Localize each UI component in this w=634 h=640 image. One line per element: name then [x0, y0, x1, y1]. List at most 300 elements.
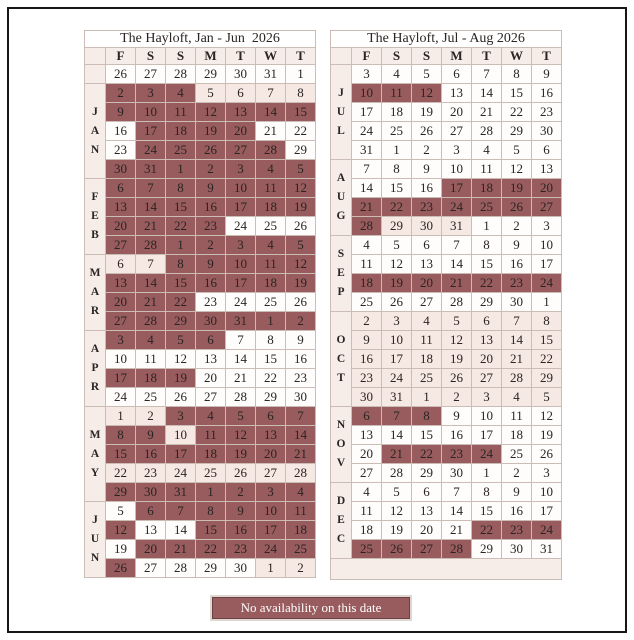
- date-cell-unavailable: 3: [106, 331, 136, 350]
- month-label: O C T: [331, 312, 352, 407]
- date-cell-available: 15: [502, 84, 532, 103]
- date-cell-available: 25: [196, 464, 226, 483]
- date-cell-unavailable: 13: [226, 103, 256, 122]
- date-cell-unavailable: 17: [106, 369, 136, 388]
- date-cell-available: 13: [442, 84, 472, 103]
- date-cell-available: 26: [226, 464, 256, 483]
- date-cell-available: 14: [472, 84, 502, 103]
- date-cell-available: 22: [256, 369, 286, 388]
- legend-no-availability: No availability on this date: [212, 597, 410, 619]
- date-cell-unavailable: 3: [256, 483, 286, 502]
- date-cell-unavailable: 12: [412, 84, 442, 103]
- date-cell-unavailable: 18: [472, 179, 502, 198]
- month-label: J A N: [85, 84, 106, 179]
- date-cell-unavailable: 6: [196, 331, 226, 350]
- date-cell-unavailable: 17: [226, 198, 256, 217]
- date-cell-unavailable: 27: [106, 312, 136, 331]
- date-cell-unavailable: 24: [256, 540, 286, 559]
- date-cell-available: 11: [136, 350, 166, 369]
- day-header: F: [106, 48, 136, 65]
- date-cell-available: 13: [196, 350, 226, 369]
- date-cell-unavailable: 30: [196, 312, 226, 331]
- date-cell-unavailable: 5: [226, 407, 256, 426]
- date-cell-available: 12: [502, 160, 532, 179]
- date-cell-available: 13: [352, 426, 382, 445]
- date-cell-available: 14: [166, 521, 196, 540]
- date-cell-available: 28: [166, 559, 196, 578]
- day-header: T: [286, 48, 316, 65]
- date-cell-available: 16: [502, 255, 532, 274]
- day-header: T: [532, 48, 562, 65]
- date-cell-available: 11: [472, 160, 502, 179]
- corner-cell: [331, 48, 352, 65]
- date-cell-available: 28: [442, 293, 472, 312]
- date-cell-unavailable: 10: [136, 103, 166, 122]
- date-cell-unavailable: 11: [256, 179, 286, 198]
- date-cell-available: 18: [412, 350, 442, 369]
- date-cell-available: 29: [382, 217, 412, 236]
- date-cell-available: 10: [532, 483, 562, 502]
- date-cell-available: 25: [412, 369, 442, 388]
- date-cell-unavailable: 1: [166, 236, 196, 255]
- date-cell-available: 26: [106, 65, 136, 84]
- date-cell-unavailable: 19: [166, 369, 196, 388]
- date-cell-available: 22: [502, 103, 532, 122]
- date-cell-available: 16: [532, 84, 562, 103]
- date-cell-available: 24: [106, 388, 136, 407]
- date-cell-available: 7: [226, 331, 256, 350]
- date-cell-unavailable: 7: [382, 407, 412, 426]
- date-cell-available: 15: [382, 179, 412, 198]
- date-cell-unavailable: 22: [166, 217, 196, 236]
- date-cell-available: 25: [352, 293, 382, 312]
- date-cell-available: 8: [256, 331, 286, 350]
- month-label: A U G: [331, 160, 352, 236]
- date-cell-available: 28: [502, 369, 532, 388]
- date-cell-available: 15: [256, 350, 286, 369]
- date-cell-unavailable: 5: [286, 160, 316, 179]
- date-cell-available: 11: [502, 407, 532, 426]
- date-cell-available: 23: [532, 103, 562, 122]
- date-cell-available: 4: [472, 141, 502, 160]
- date-cell-available: 22: [532, 350, 562, 369]
- date-cell-available: 5: [382, 236, 412, 255]
- date-cell-unavailable: 19: [226, 445, 256, 464]
- date-cell-unavailable: 20: [106, 293, 136, 312]
- date-cell-unavailable: 8: [166, 255, 196, 274]
- month-label: J U L: [331, 65, 352, 160]
- date-cell-unavailable: 2: [226, 483, 256, 502]
- date-cell-available: 2: [136, 407, 166, 426]
- date-cell-available: 22: [106, 464, 136, 483]
- date-cell-available: 9: [286, 331, 316, 350]
- date-cell-available: 3: [532, 217, 562, 236]
- date-cell-available: 13: [472, 331, 502, 350]
- date-cell-available: 5: [196, 84, 226, 103]
- date-cell-available: 17: [472, 426, 502, 445]
- date-cell-unavailable: 30: [106, 160, 136, 179]
- date-cell-available: 19: [532, 426, 562, 445]
- date-cell-unavailable: 20: [136, 540, 166, 559]
- date-cell-available: 24: [352, 122, 382, 141]
- date-cell-available: 22: [286, 122, 316, 141]
- date-cell-available: 21: [472, 103, 502, 122]
- date-cell-unavailable: 18: [286, 521, 316, 540]
- date-cell-unavailable: 2: [196, 160, 226, 179]
- date-cell-unavailable: 14: [256, 103, 286, 122]
- date-cell-available: 5: [442, 312, 472, 331]
- date-cell-unavailable: 24: [136, 141, 166, 160]
- date-cell-available: 19: [382, 521, 412, 540]
- date-cell-unavailable: 21: [352, 198, 382, 217]
- date-cell-available: 1: [106, 407, 136, 426]
- date-cell-unavailable: 15: [166, 198, 196, 217]
- date-cell-available: 29: [502, 122, 532, 141]
- date-cell-unavailable: 21: [136, 293, 166, 312]
- date-cell-available: 28: [382, 464, 412, 483]
- date-cell-available: 2: [286, 559, 316, 578]
- day-header: W: [502, 48, 532, 65]
- date-cell-available: 25: [256, 217, 286, 236]
- date-cell-unavailable: 20: [256, 445, 286, 464]
- date-cell-available: 10: [166, 426, 196, 445]
- date-cell-available: 7: [136, 255, 166, 274]
- date-cell-unavailable: 8: [166, 179, 196, 198]
- date-cell-available: 28: [286, 464, 316, 483]
- date-cell-available: 2: [442, 388, 472, 407]
- date-cell-available: 18: [352, 521, 382, 540]
- date-cell-available: 25: [382, 122, 412, 141]
- date-cell-available: 30: [352, 388, 382, 407]
- date-cell-available: 7: [352, 160, 382, 179]
- day-header: M: [442, 48, 472, 65]
- date-cell-available: 10: [472, 407, 502, 426]
- date-cell-unavailable: 8: [196, 502, 226, 521]
- date-cell-available: 6: [412, 236, 442, 255]
- date-cell-available: 24: [382, 369, 412, 388]
- date-cell-available: 8: [502, 65, 532, 84]
- date-cell-available: 18: [382, 103, 412, 122]
- date-cell-available: 5: [412, 65, 442, 84]
- date-cell-available: 4: [412, 312, 442, 331]
- day-header: M: [196, 48, 226, 65]
- date-cell-unavailable: 19: [196, 122, 226, 141]
- date-cell-available: 30: [226, 559, 256, 578]
- date-cell-available: 8: [532, 312, 562, 331]
- date-cell-unavailable: 25: [472, 198, 502, 217]
- date-cell-available: 27: [196, 388, 226, 407]
- day-header: F: [352, 48, 382, 65]
- date-cell-available: 16: [352, 350, 382, 369]
- date-cell-available: 19: [442, 350, 472, 369]
- date-cell-available: 30: [412, 217, 442, 236]
- date-cell-available: 14: [226, 350, 256, 369]
- footer-strip: [331, 559, 562, 580]
- date-cell-available: 9: [502, 236, 532, 255]
- date-cell-available: 7: [442, 236, 472, 255]
- date-cell-unavailable: 22: [472, 521, 502, 540]
- date-cell-available: 30: [442, 464, 472, 483]
- date-cell-unavailable: 28: [256, 141, 286, 160]
- date-cell-unavailable: 29: [106, 483, 136, 502]
- date-cell-available: 20: [472, 350, 502, 369]
- date-cell-unavailable: 22: [412, 445, 442, 464]
- date-cell-unavailable: 21: [166, 540, 196, 559]
- date-cell-available: 3: [532, 464, 562, 483]
- date-cell-unavailable: 31: [136, 160, 166, 179]
- date-cell-available: 9: [412, 160, 442, 179]
- date-cell-unavailable: 3: [226, 236, 256, 255]
- date-cell-available: 1: [382, 141, 412, 160]
- date-cell-available: 12: [382, 255, 412, 274]
- date-cell-available: 2: [502, 217, 532, 236]
- date-cell-unavailable: 9: [196, 179, 226, 198]
- date-cell-available: 23: [106, 141, 136, 160]
- date-cell-available: 27: [136, 65, 166, 84]
- date-cell-unavailable: 4: [256, 236, 286, 255]
- date-cell-unavailable: 13: [256, 426, 286, 445]
- date-cell-available: 12: [382, 502, 412, 521]
- availability-table: [84, 30, 316, 578]
- date-cell-unavailable: 21: [136, 217, 166, 236]
- day-header: W: [256, 48, 286, 65]
- date-cell-available: 5: [106, 502, 136, 521]
- month-label: M A R: [85, 255, 106, 331]
- date-cell-available: 15: [472, 255, 502, 274]
- date-cell-available: 4: [382, 65, 412, 84]
- date-cell-available: 8: [286, 84, 316, 103]
- date-cell-available: 26: [286, 217, 316, 236]
- date-cell-unavailable: 20: [106, 217, 136, 236]
- date-cell-available: 29: [472, 540, 502, 559]
- date-cell-available: 13: [412, 255, 442, 274]
- date-cell-unavailable: 6: [256, 407, 286, 426]
- date-cell-unavailable: 18: [166, 122, 196, 141]
- date-cell-unavailable: 26: [196, 141, 226, 160]
- date-cell-available: 13: [136, 521, 166, 540]
- date-cell-available: 10: [106, 350, 136, 369]
- month-label: F E B: [85, 179, 106, 255]
- date-cell-unavailable: 19: [382, 274, 412, 293]
- date-cell-unavailable: 12: [286, 179, 316, 198]
- date-cell-available: 21: [502, 350, 532, 369]
- label-spacer: [85, 65, 106, 84]
- calendar-jul-dec: [330, 30, 562, 580]
- date-cell-available: 17: [532, 255, 562, 274]
- date-cell-unavailable: 16: [226, 521, 256, 540]
- date-cell-available: 10: [532, 236, 562, 255]
- date-cell-available: 6: [106, 255, 136, 274]
- date-cell-unavailable: 27: [412, 540, 442, 559]
- date-cell-available: 9: [532, 65, 562, 84]
- date-cell-available: 10: [382, 331, 412, 350]
- date-cell-available: 4: [502, 388, 532, 407]
- date-cell-unavailable: 7: [286, 407, 316, 426]
- date-cell-available: 28: [472, 122, 502, 141]
- date-cell-unavailable: 14: [136, 274, 166, 293]
- date-cell-unavailable: 14: [286, 426, 316, 445]
- date-cell-unavailable: 4: [136, 331, 166, 350]
- date-cell-unavailable: 22: [472, 274, 502, 293]
- calendar-title: The Hayloft, Jan - Jun 2026: [85, 31, 316, 48]
- date-cell-available: 28: [226, 388, 256, 407]
- date-cell-unavailable: 16: [196, 274, 226, 293]
- date-cell-unavailable: 20: [226, 122, 256, 141]
- date-cell-available: 30: [502, 293, 532, 312]
- date-cell-available: 26: [286, 293, 316, 312]
- date-cell-unavailable: 11: [196, 426, 226, 445]
- date-cell-unavailable: 4: [286, 483, 316, 502]
- date-cell-unavailable: 20: [412, 274, 442, 293]
- date-cell-available: 27: [442, 122, 472, 141]
- date-cell-unavailable: 10: [352, 84, 382, 103]
- date-cell-available: 3: [472, 388, 502, 407]
- date-cell-available: 11: [412, 331, 442, 350]
- date-cell-unavailable: 8: [412, 407, 442, 426]
- date-cell-available: 23: [352, 369, 382, 388]
- day-header: S: [166, 48, 196, 65]
- date-cell-unavailable: 24: [532, 521, 562, 540]
- date-cell-available: 30: [286, 388, 316, 407]
- date-cell-available: 15: [472, 502, 502, 521]
- corner-cell: [85, 48, 106, 65]
- date-cell-unavailable: 2: [106, 84, 136, 103]
- date-cell-available: 16: [502, 502, 532, 521]
- date-cell-unavailable: 24: [532, 274, 562, 293]
- date-cell-available: 6: [442, 65, 472, 84]
- date-cell-unavailable: 6: [352, 407, 382, 426]
- date-cell-unavailable: 25: [166, 141, 196, 160]
- date-cell-unavailable: 24: [472, 445, 502, 464]
- date-cell-available: 20: [412, 521, 442, 540]
- date-cell-available: 24: [226, 217, 256, 236]
- date-cell-available: 26: [412, 122, 442, 141]
- date-cell-available: 1: [472, 217, 502, 236]
- date-cell-unavailable: 12: [286, 255, 316, 274]
- date-cell-available: 2: [502, 464, 532, 483]
- date-cell-unavailable: 16: [136, 445, 166, 464]
- date-cell-available: 1: [412, 388, 442, 407]
- date-cell-available: 31: [256, 65, 286, 84]
- date-cell-unavailable: 20: [532, 179, 562, 198]
- calendar-jan-jun: [84, 30, 316, 578]
- date-cell-available: 8: [472, 236, 502, 255]
- date-cell-available: 27: [256, 464, 286, 483]
- date-cell-unavailable: 27: [106, 236, 136, 255]
- date-cell-available: 18: [502, 426, 532, 445]
- date-cell-available: 6: [412, 483, 442, 502]
- date-cell-unavailable: 15: [166, 274, 196, 293]
- date-cell-unavailable: 4: [196, 407, 226, 426]
- date-cell-available: 20: [196, 369, 226, 388]
- date-cell-available: 14: [442, 502, 472, 521]
- date-cell-available: 17: [352, 103, 382, 122]
- date-cell-available: 23: [196, 293, 226, 312]
- date-cell-unavailable: 18: [256, 274, 286, 293]
- date-cell-available: 27: [136, 559, 166, 578]
- date-cell-unavailable: 21: [442, 274, 472, 293]
- date-cell-unavailable: 1: [196, 483, 226, 502]
- date-cell-unavailable: 23: [442, 445, 472, 464]
- date-cell-unavailable: 27: [532, 198, 562, 217]
- date-cell-available: 7: [442, 483, 472, 502]
- date-cell-available: 17: [382, 350, 412, 369]
- date-cell-unavailable: 15: [106, 445, 136, 464]
- date-cell-unavailable: 18: [256, 198, 286, 217]
- date-cell-unavailable: 26: [382, 540, 412, 559]
- date-cell-available: 12: [532, 407, 562, 426]
- date-cell-unavailable: 7: [166, 502, 196, 521]
- day-header: T: [226, 48, 256, 65]
- date-cell-unavailable: 1: [166, 160, 196, 179]
- date-cell-unavailable: 11: [286, 502, 316, 521]
- date-cell-unavailable: 9: [136, 426, 166, 445]
- date-cell-unavailable: 24: [442, 198, 472, 217]
- date-cell-available: 1: [532, 293, 562, 312]
- date-cell-unavailable: 2: [286, 312, 316, 331]
- date-cell-unavailable: 28: [136, 236, 166, 255]
- month-label: S E P: [331, 236, 352, 312]
- date-cell-available: 7: [472, 65, 502, 84]
- date-cell-available: 21: [442, 521, 472, 540]
- date-cell-available: 31: [352, 141, 382, 160]
- date-cell-available: 16: [412, 179, 442, 198]
- date-cell-unavailable: 29: [166, 312, 196, 331]
- date-cell-unavailable: 11: [166, 103, 196, 122]
- date-cell-available: 5: [502, 141, 532, 160]
- date-cell-available: 12: [442, 331, 472, 350]
- date-cell-unavailable: 23: [196, 217, 226, 236]
- date-cell-unavailable: 16: [196, 198, 226, 217]
- date-cell-unavailable: 10: [226, 255, 256, 274]
- date-cell-unavailable: 9: [106, 103, 136, 122]
- date-cell-available: 26: [532, 445, 562, 464]
- date-cell-available: 21: [226, 369, 256, 388]
- date-cell-available: 7: [502, 312, 532, 331]
- calendar-title: The Hayloft, Jul - Aug 2026: [331, 31, 562, 48]
- date-cell-unavailable: 3: [136, 84, 166, 103]
- date-cell-unavailable: 1: [256, 312, 286, 331]
- date-cell-available: 17: [532, 502, 562, 521]
- date-cell-unavailable: 6: [136, 502, 166, 521]
- date-cell-available: 31: [442, 217, 472, 236]
- date-cell-available: 16: [106, 122, 136, 141]
- date-cell-available: 8: [382, 160, 412, 179]
- date-cell-available: 9: [352, 331, 382, 350]
- date-cell-available: 12: [166, 350, 196, 369]
- date-cell-unavailable: 25: [286, 540, 316, 559]
- day-header: T: [472, 48, 502, 65]
- date-cell-available: 2: [352, 312, 382, 331]
- date-cell-available: 21: [256, 122, 286, 141]
- date-cell-available: 16: [286, 350, 316, 369]
- date-cell-available: 5: [382, 483, 412, 502]
- date-cell-available: 31: [532, 540, 562, 559]
- date-cell-available: 27: [352, 464, 382, 483]
- date-cell-unavailable: 15: [286, 103, 316, 122]
- date-cell-unavailable: 3: [226, 160, 256, 179]
- date-cell-unavailable: 14: [136, 198, 166, 217]
- date-cell-unavailable: 17: [136, 122, 166, 141]
- date-cell-unavailable: 22: [382, 198, 412, 217]
- date-cell-unavailable: 8: [106, 426, 136, 445]
- date-cell-unavailable: 25: [352, 540, 382, 559]
- date-cell-unavailable: 11: [256, 255, 286, 274]
- date-cell-available: 26: [166, 388, 196, 407]
- date-cell-available: 1: [472, 464, 502, 483]
- date-cell-unavailable: 17: [442, 179, 472, 198]
- date-cell-available: 6: [226, 84, 256, 103]
